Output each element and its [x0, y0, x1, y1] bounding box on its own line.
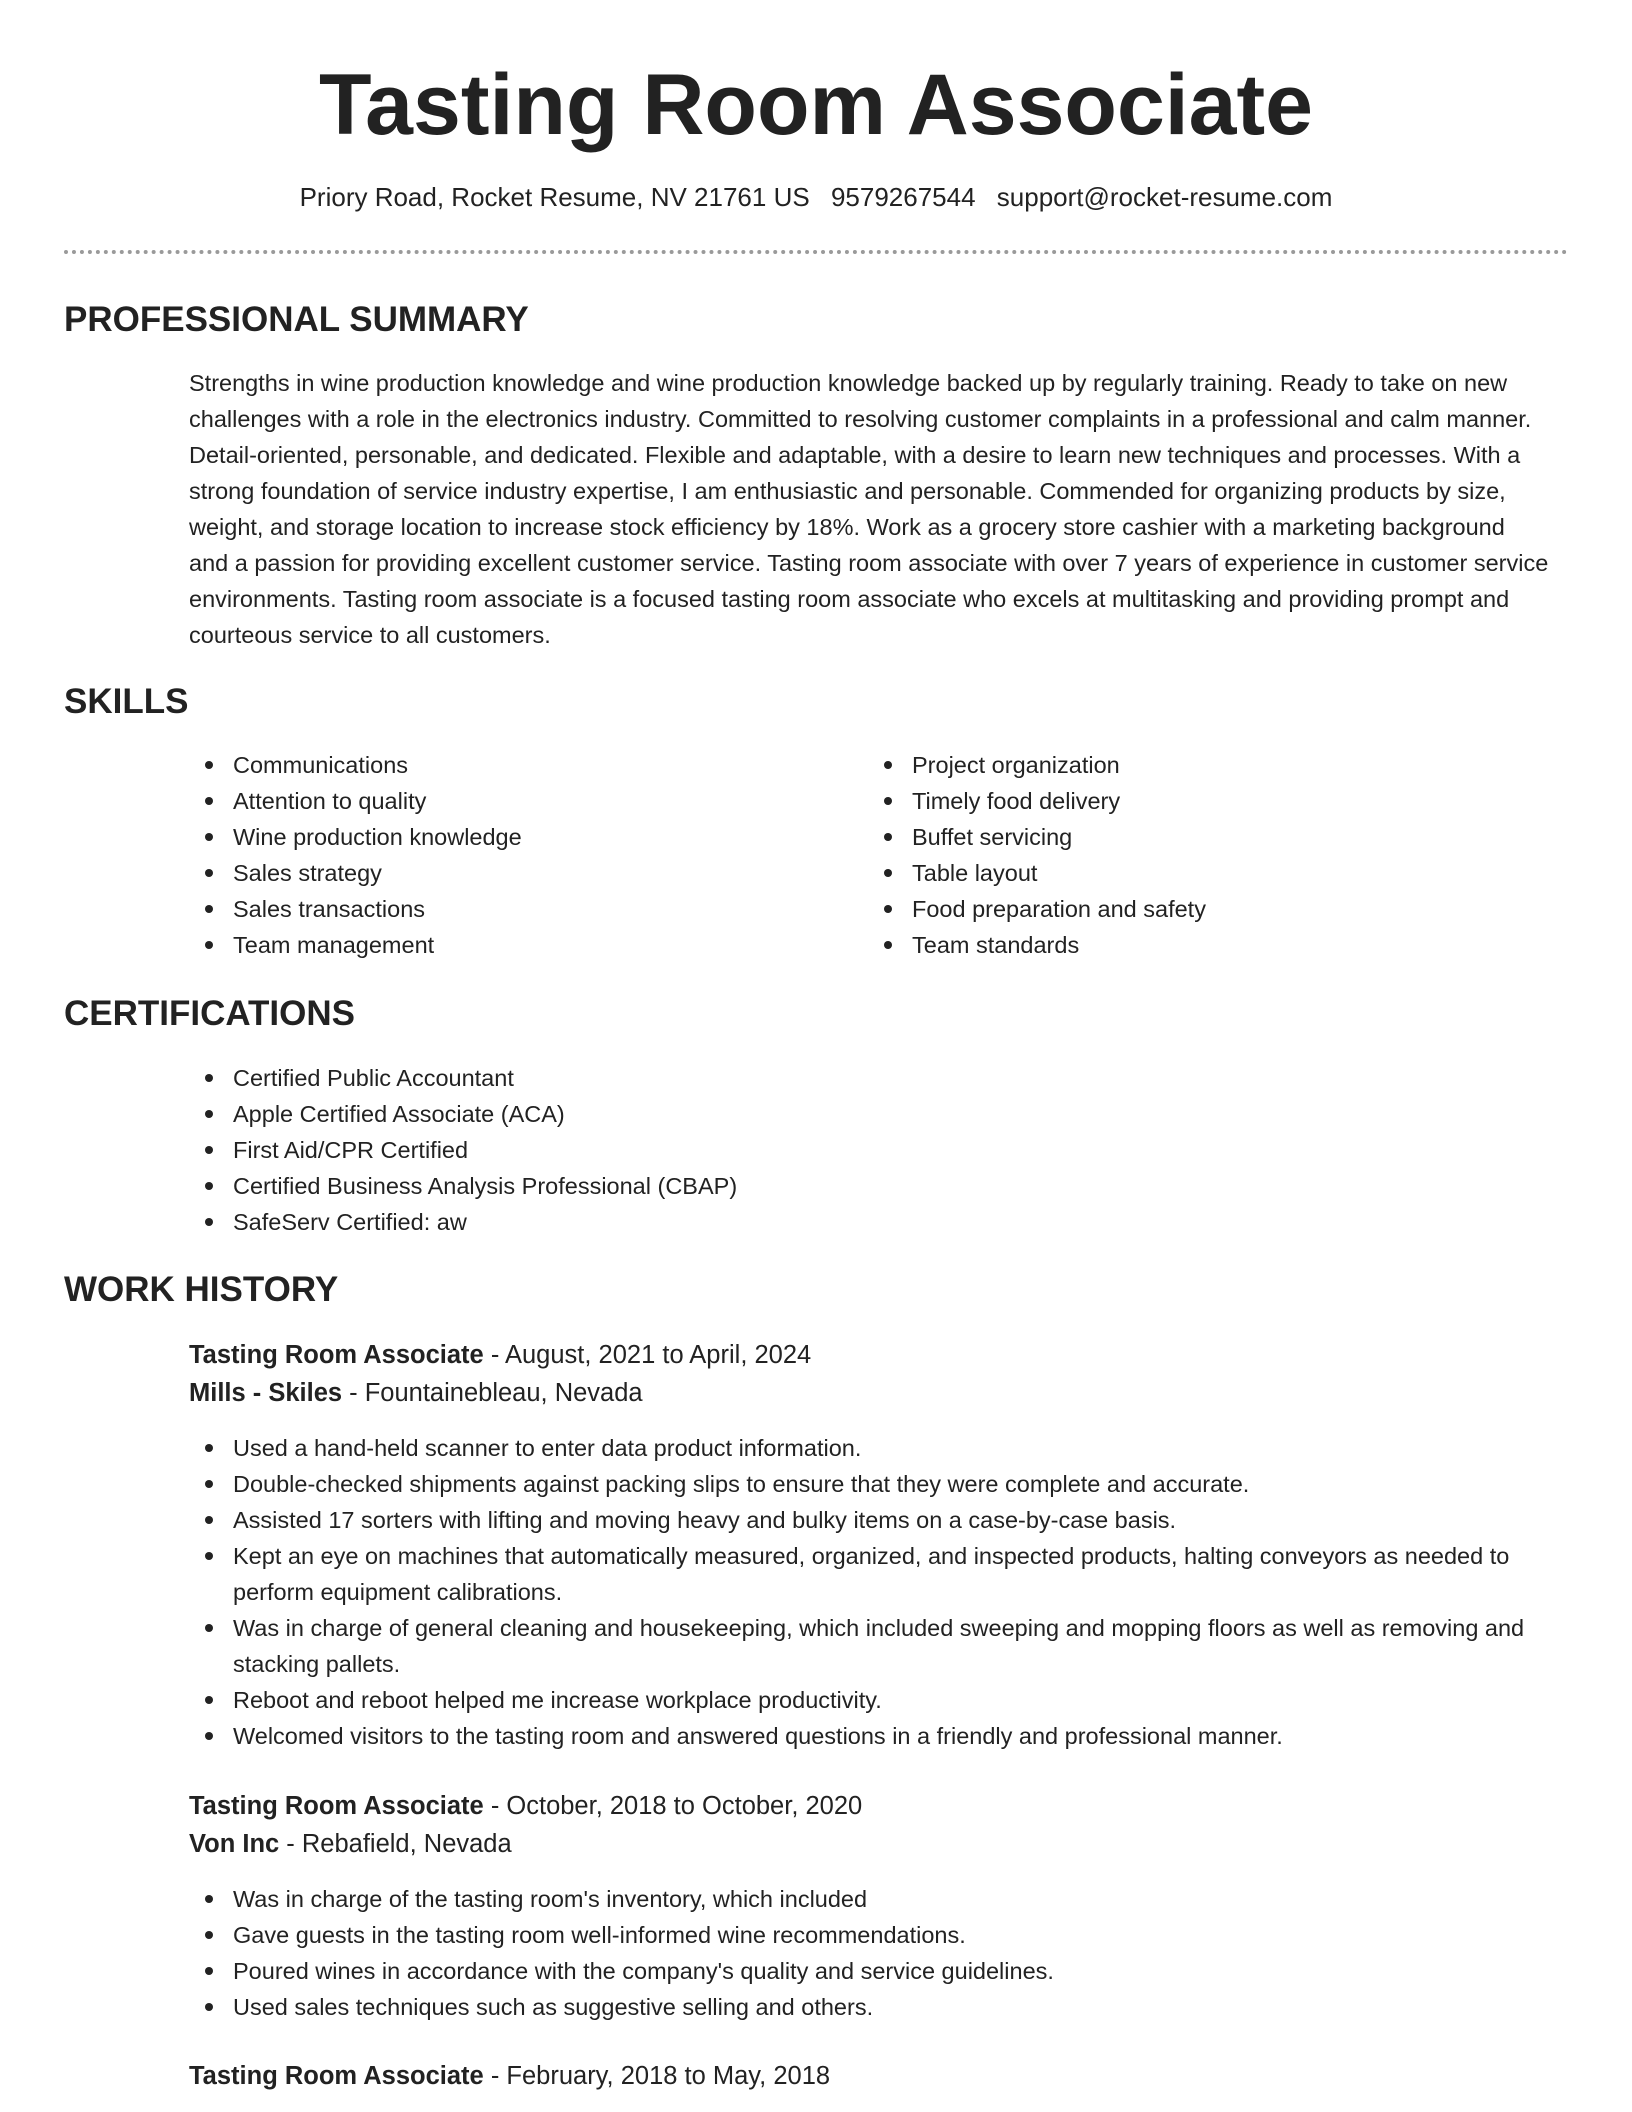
list-item: Apple Certified Associate (ACA): [189, 1096, 1549, 1132]
list-item: Used sales techniques such as suggestive selling and others.: [189, 1989, 1559, 2025]
job-role: Tasting Room Associate: [189, 1792, 484, 1820]
list-item: Sales strategy: [189, 855, 829, 891]
list-item: Gave guests in the tasting room well-informed wine recommendations.: [189, 1917, 1559, 1953]
list-item: Was in charge of general cleaning and housekeeping, which included sweeping and mopping floors as well as removing and stacking pallets.: [189, 1610, 1559, 1682]
job-role: Tasting Room Associate: [189, 2062, 484, 2090]
job-2-title-line: [189, 1787, 1549, 1825]
summary-text: Strengths in wine production knowledge and wine production knowledge backed up by regularly training. Ready to take on new challenges with a role in the electronics industry. Committed to resolving customer complaints in a professional and calm manner. Detail-oriented, personable, and dedicated. Flexible and adaptable, with a desire to learn new techniques and processes. With a strong foundation of service industry expertise, I am enthusiastic and personable. Commended for organizing products by size, weight, and storage location to increase stock efficiency by 18%. Work as a grocery store cashier with a marketing background and a passion for providing excellent customer service. Tasting room associate with over 7 years of experience in customer service environments. Tasting room associate is a focused tasting room associate who excels at multitasking and providing prompt and courteous service to all customers.: [189, 370, 1549, 648]
certifications-heading: CERTIFICATIONS: [64, 994, 356, 1033]
list-item: Wine production knowledge: [189, 819, 829, 855]
list-item: Team standards: [868, 927, 1548, 963]
list-item: Communications: [189, 747, 829, 783]
job-dates: - August, 2021 to April, 2024: [483, 1341, 812, 1369]
contact-line: [0, 180, 1632, 214]
contact-address: Priory Road, Rocket Resume, NV 21761 US: [299, 182, 810, 212]
work-history-heading: WORK HISTORY: [64, 1270, 339, 1309]
job-dates: - February, 2018 to May, 2018: [483, 2062, 831, 2090]
list-item: Team management: [189, 927, 829, 963]
skills-list-left: [189, 747, 829, 963]
certifications-list: [189, 1060, 1549, 1240]
list-item: Kept an eye on machines that automatically measured, organized, and inspected products, halting conveyors as needed to perform equipment calibrations.: [189, 1538, 1559, 1610]
list-item: Used a hand-held scanner to enter data product information.: [189, 1430, 1559, 1466]
list-item: Food preparation and safety: [868, 891, 1548, 927]
list-item: Attention to quality: [189, 783, 829, 819]
list-item: Certified Business Analysis Professional (CBAP): [189, 1168, 1549, 1204]
contact-email: support@rocket-resume.com: [996, 182, 1333, 212]
list-item: Project organization: [868, 747, 1548, 783]
job-location: - Rebafield, Nevada: [279, 1830, 512, 1858]
list-item: Poured wines in accordance with the company's quality and service guidelines.: [189, 1953, 1559, 1989]
job-company: Von Inc: [189, 1830, 280, 1858]
list-item: Timely food delivery: [868, 783, 1548, 819]
header-divider: [64, 250, 1568, 254]
skills-heading: SKILLS: [64, 682, 189, 721]
resume-title: Tasting Room Associate: [319, 57, 1313, 153]
job-2-company-line: [189, 1825, 1549, 1863]
summary-heading: PROFESSIONAL SUMMARY: [64, 300, 529, 339]
skills-list-right: [868, 747, 1548, 963]
contact-phone: 9579267544: [830, 182, 976, 212]
job-role: Tasting Room Associate: [189, 1341, 484, 1369]
job-1-duties: [189, 1430, 1559, 1754]
job-2-duties: [189, 1881, 1559, 2025]
job-location: - Fountainebleau, Nevada: [342, 1379, 643, 1407]
list-item: Reboot and reboot helped me increase workplace productivity.: [189, 1682, 1559, 1718]
list-item: Table layout: [868, 855, 1548, 891]
job-company: Mills - Skiles: [189, 1379, 343, 1407]
job-3-title-line: [189, 2057, 1549, 2095]
list-item: SafeServ Certified: aw: [189, 1204, 1549, 1240]
job-1-title-line: [189, 1336, 1549, 1374]
list-item: Sales transactions: [189, 891, 829, 927]
job-dates: - October, 2018 to October, 2020: [483, 1792, 863, 1820]
list-item: Certified Public Accountant: [189, 1060, 1549, 1096]
list-item: Buffet servicing: [868, 819, 1548, 855]
list-item: Was in charge of the tasting room's inventory, which included: [189, 1881, 1559, 1917]
list-item: Assisted 17 sorters with lifting and moving heavy and bulky items on a case-by-case basis.: [189, 1502, 1559, 1538]
list-item: Double-checked shipments against packing slips to ensure that they were complete and accurate.: [189, 1466, 1559, 1502]
list-item: Welcomed visitors to the tasting room and answered questions in a friendly and professional manner.: [189, 1718, 1559, 1754]
job-1-company-line: [189, 1374, 1549, 1412]
list-item: First Aid/CPR Certified: [189, 1132, 1549, 1168]
